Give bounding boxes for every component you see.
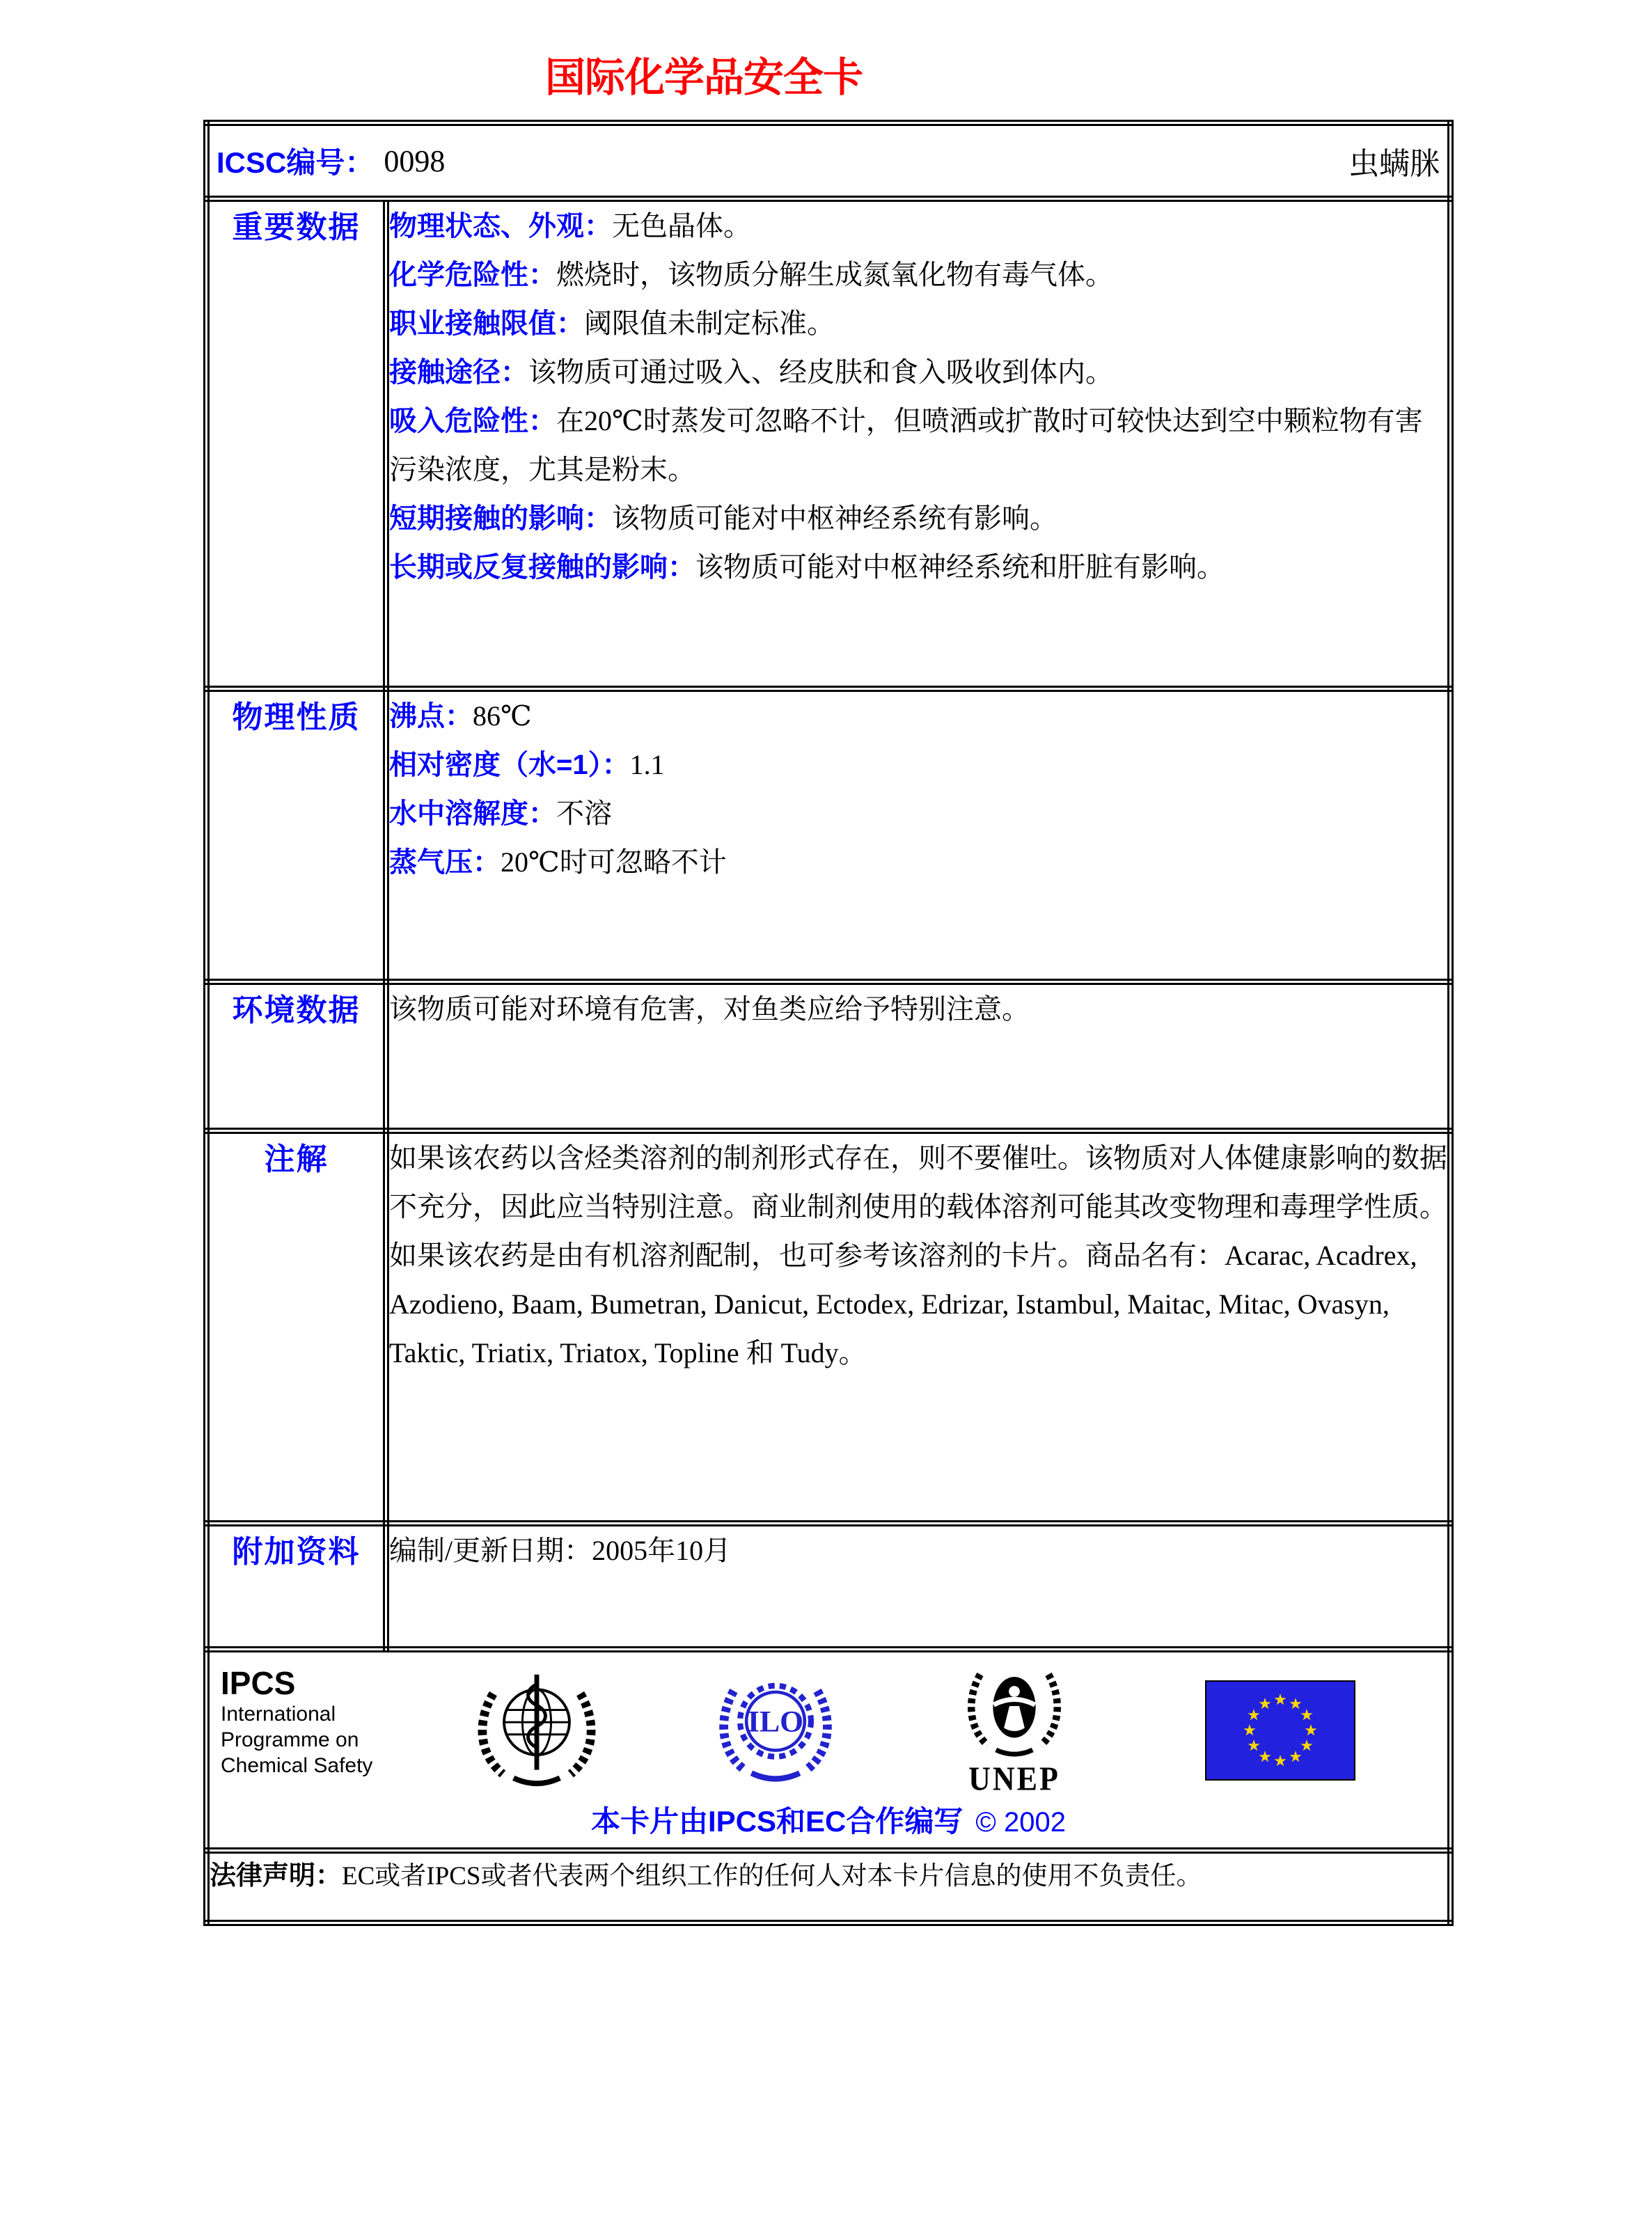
data-item: [389, 397, 1447, 494]
footer-copyright: © 2002: [975, 1807, 1066, 1838]
item-value: 1.1: [629, 749, 665, 780]
ilo-logo-icon: [712, 1668, 839, 1785]
data-item: [389, 838, 1447, 887]
item-label: 长期或反复接触的影响：: [389, 552, 695, 583]
item-label: 接触途径：: [389, 357, 528, 388]
page-title: 国际化学品安全卡: [545, 55, 863, 100]
data-item: [389, 789, 1447, 838]
section-label-additional-info: 附加资料: [207, 1524, 386, 1650]
environmental-data-row: [207, 982, 1451, 1131]
item-label: 相对密度（水=1）：: [389, 750, 630, 780]
item-value: 该物质可能对中枢神经系统有影响。: [612, 503, 1057, 534]
footer-caption-text: 本卡片由IPCS和EC合作编写: [591, 1805, 963, 1838]
icsc-number-value: 0098: [384, 143, 446, 178]
data-item: [389, 494, 1447, 543]
data-item: [389, 543, 1447, 592]
item-value: 燃烧时，该物质分解生成氮氧化物有毒气体。: [556, 259, 1113, 290]
chemical-name: 虫螨脒: [1348, 147, 1440, 181]
physical-properties-row: [207, 689, 1451, 982]
item-label: 物理状态、外观：: [389, 211, 612, 242]
data-item: [389, 202, 1447, 251]
item-label: 化学危险性：: [389, 260, 556, 290]
item-label: 编制/更新日期：: [389, 1535, 592, 1566]
safety-card-table: [203, 120, 1454, 1926]
legal-row: [207, 1851, 1451, 1923]
item-label: 沸点：: [389, 701, 473, 732]
item-label: 水中溶解度：: [389, 798, 556, 829]
legal-text: EC或者IPCS或者代表两个组织工作的任何人对本卡片信息的使用不负责任。: [342, 1862, 1202, 1891]
ipcs-line: Chemical Safety: [221, 1754, 373, 1777]
item-value: 20℃时可忽略不计: [501, 846, 727, 878]
physical-properties-content: [386, 689, 1451, 982]
item-value: 86℃: [473, 700, 532, 732]
unep-logo-block: [953, 1662, 1076, 1798]
legal-label: 法律声明：: [210, 1861, 343, 1891]
icsc-number-label: ICSC编号：: [217, 146, 375, 179]
item-value: 2005年10月: [592, 1535, 732, 1566]
section-label-physical-properties: 物理性质: [207, 689, 386, 982]
icsc-number-group: [217, 140, 445, 182]
notes-content: [386, 1131, 1451, 1524]
data-item: [389, 251, 1447, 299]
item-value: 在20℃时蒸发可忽略不计，但喷洒或扩散时可较快达到空中颗粒物有害污染浓度，尤其是粉末。: [389, 405, 1423, 485]
item-value: 该物质可通过吸入、经皮肤和食入吸收到体内。: [528, 356, 1113, 388]
environmental-data-content: [386, 982, 1451, 1131]
additional-info-content: [386, 1524, 1451, 1650]
footer-caption: [210, 1799, 1447, 1840]
item-value: 不溶: [556, 798, 612, 829]
data-item: [389, 692, 1447, 741]
unep-logo-text: UNEP: [968, 1760, 1060, 1798]
item-value: 该物质可能对中枢神经系统和肝脏有影响。: [695, 551, 1225, 583]
eu-flag-icon: [1205, 1680, 1355, 1781]
card-header: [210, 126, 1447, 196]
data-item: [389, 348, 1447, 397]
data-item: [389, 299, 1447, 348]
item-value: 无色晶体。: [612, 210, 751, 242]
footer-cell: [207, 1650, 1451, 1851]
ipcs-text-block: [221, 1665, 372, 1778]
section-label-environmental-data: 环境数据: [207, 982, 386, 1131]
section-label-notes: 注解: [207, 1131, 386, 1524]
item-label: 吸入危险性：: [389, 406, 556, 436]
ilo-logo-text: ILO: [747, 1705, 804, 1739]
footer-row: [207, 1650, 1451, 1851]
important-data-content: [386, 199, 1451, 689]
section-text: 该物质可能对环境有危害，对鱼类应给予特别注意。: [389, 993, 1030, 1025]
additional-info-row: [207, 1524, 1451, 1650]
notes-row: [207, 1131, 1451, 1524]
legal-cell: [207, 1851, 1451, 1923]
important-data-row: [207, 199, 1451, 689]
section-text: 如果该农药以含烃类溶剂的制剂形式存在，则不要催吐。该物质对人体健康影响的数据不充分，因此应当特别注意。商业制剂使用的载体溶剂可能其改变物理和毒理学性质。如果该农药是由有机溶剂配制，也可参考该溶剂的卡片。商品名有：Acarac, Acadrex, Azodieno, Baam, Bumetran, Danicut, Ectodex, Edrizar, Istambul, Maitac, Mitac, Ovasyn, Taktic, Triatix, Triatox, Topline 和 Tudy。: [389, 1142, 1447, 1368]
item-label: 短期接触的影响：: [389, 503, 612, 534]
card-header-row: [207, 123, 1451, 199]
card-header-cell: [207, 123, 1451, 199]
section-label-important-data: 重要数据: [207, 199, 386, 689]
item-label: 蒸气压：: [389, 847, 501, 878]
ipcs-line: International: [221, 1703, 336, 1726]
who-logo-icon: [469, 1666, 605, 1789]
data-item: [389, 1526, 1447, 1575]
data-item: [389, 741, 1447, 789]
unep-logo-icon: [953, 1662, 1076, 1760]
item-label: 职业接触限值：: [389, 308, 584, 339]
ipcs-line: Programme on: [221, 1728, 359, 1751]
ipcs-acronym: IPCS: [221, 1665, 296, 1701]
item-value: 阈限值未制定标准。: [584, 308, 835, 339]
